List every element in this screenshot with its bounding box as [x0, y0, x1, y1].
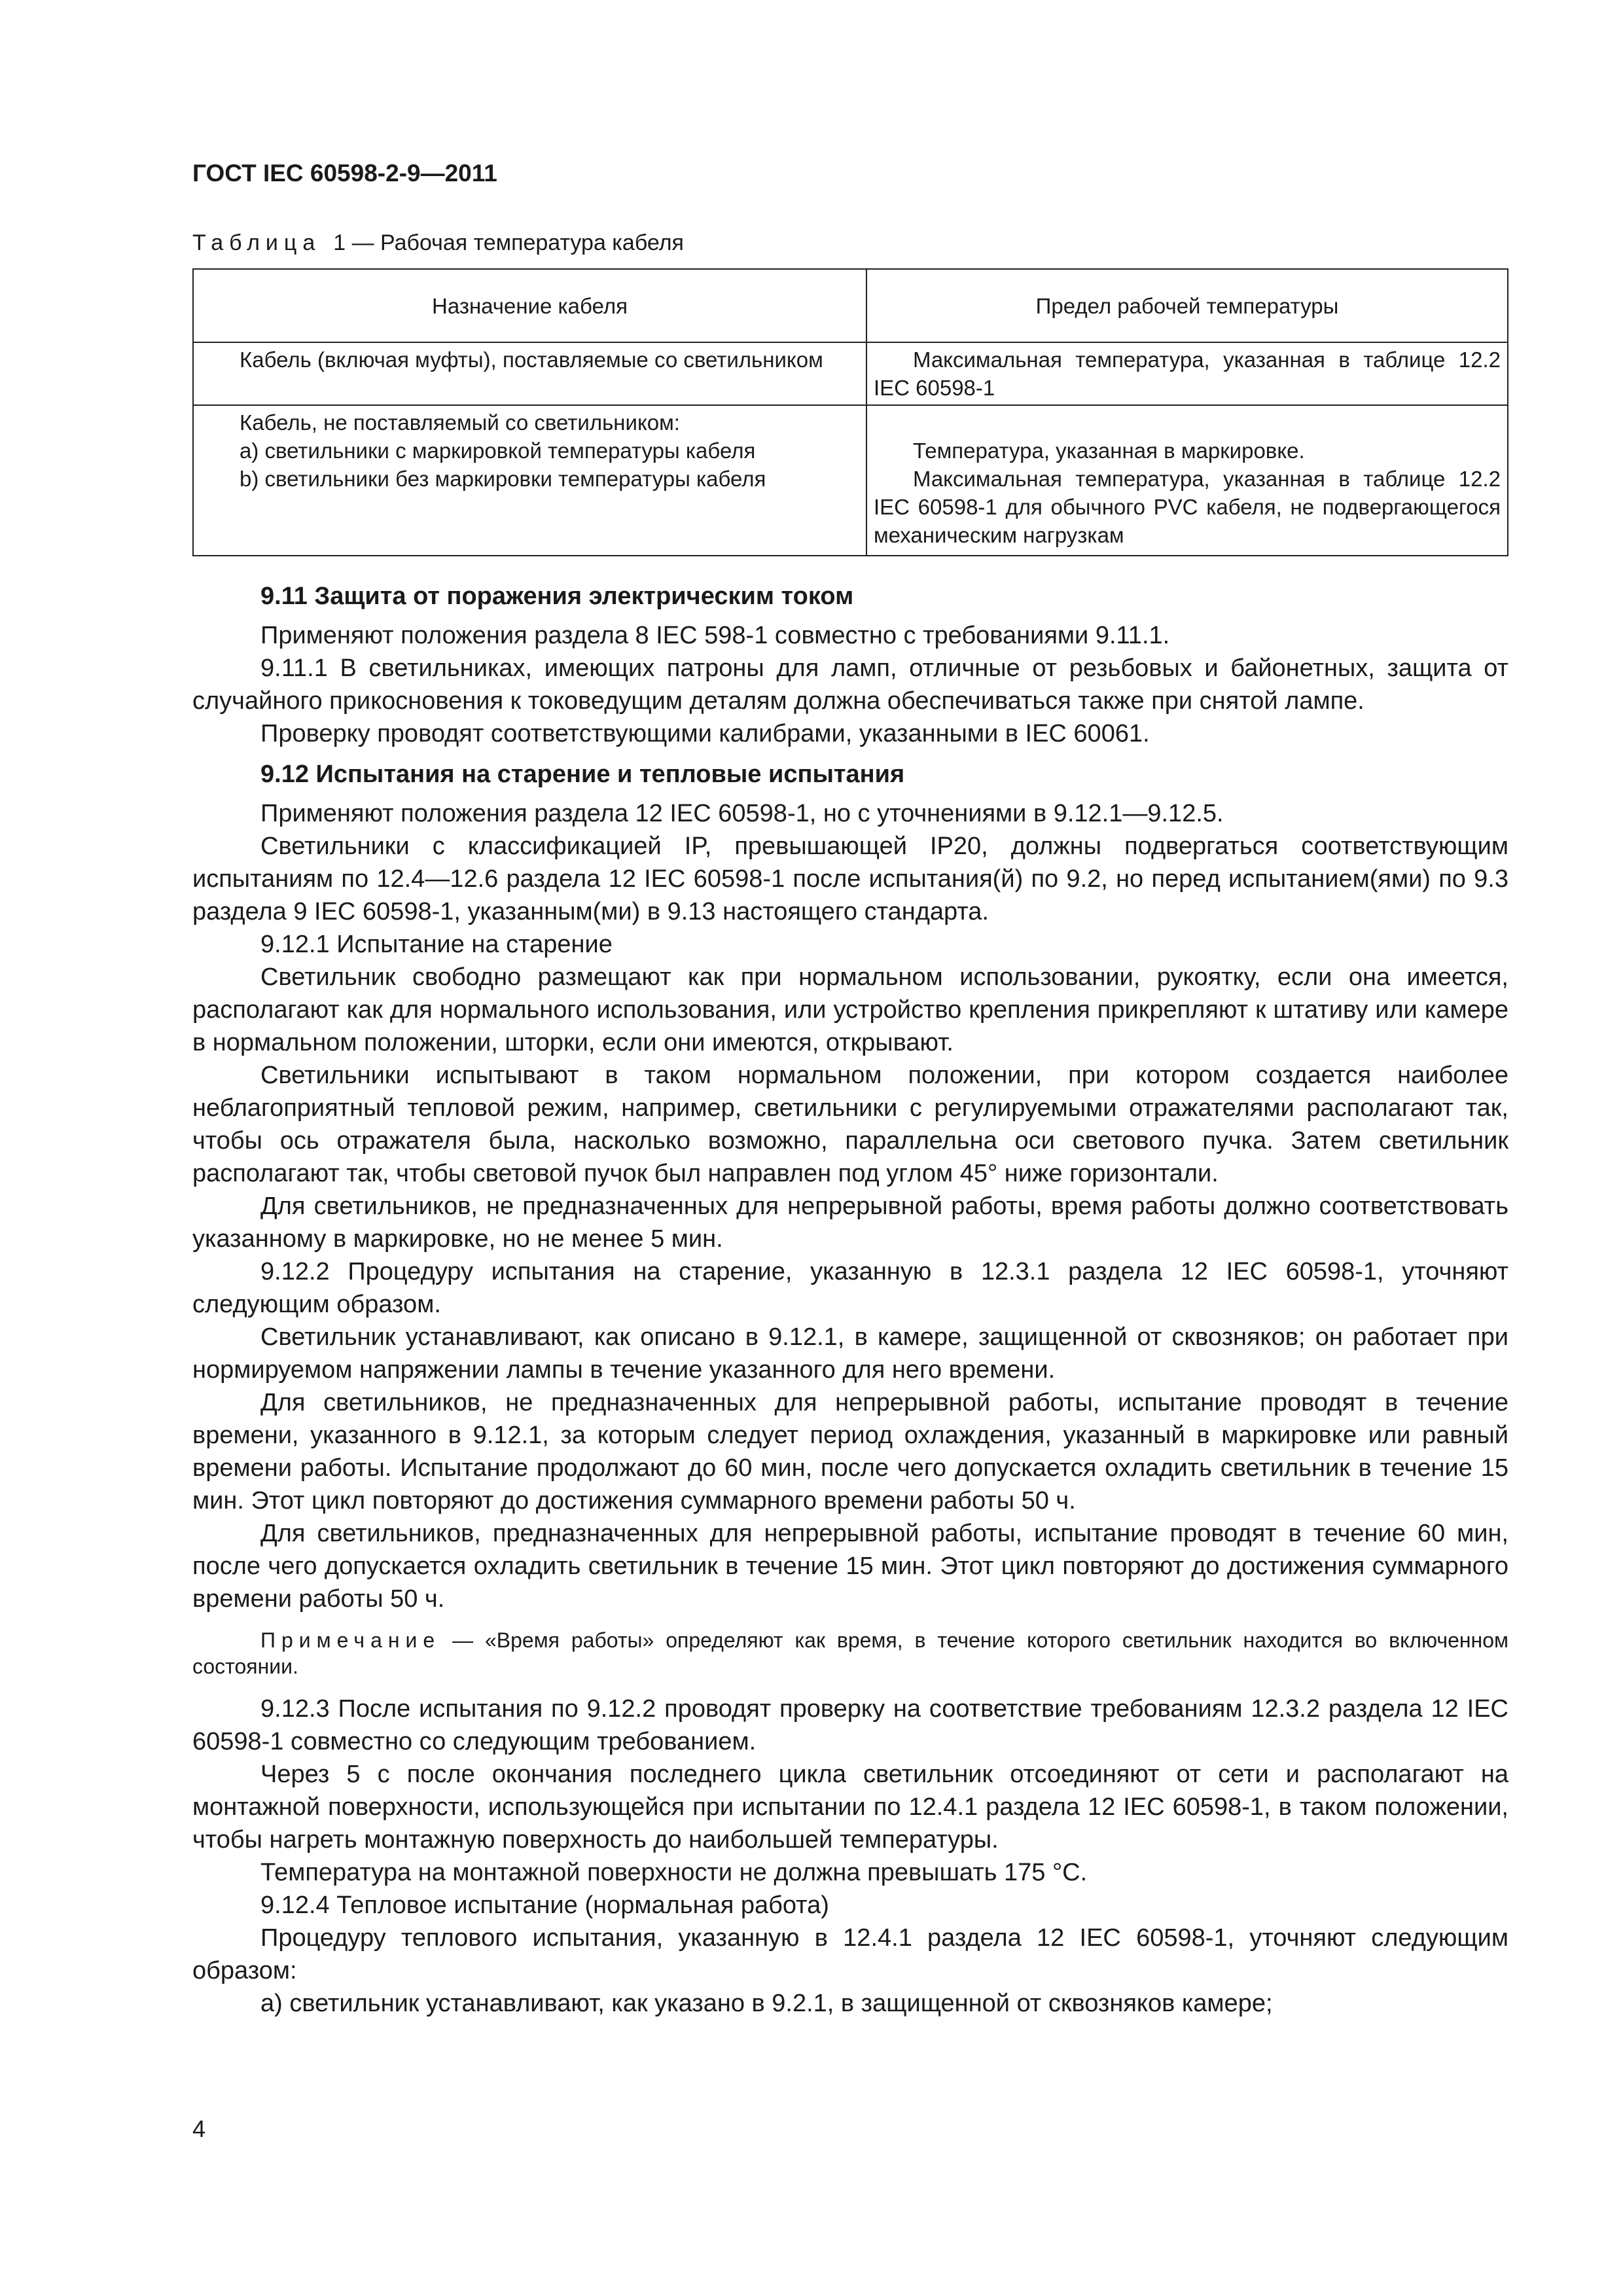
page-number: 4: [192, 2115, 206, 2142]
table-caption-title: 1 — Рабочая температура кабеля: [333, 230, 684, 255]
paragraph: Температура на монтажной поверхности не должна превышать 175 °С.: [260, 1859, 1088, 1886]
paragraph: Для светильников, предназначенных для непрерывной работы, испытание проводят в течение 60 мин, после чего допускается охладить светильник в течение 15 мин. Этот цикл повторяют до достижения суммарного времени работы 50 ч.: [192, 1520, 1508, 1613]
paragraph: Для светильников, не предназначенных для непрерывной работы, время работы должно соответствовать указанному в маркировке, но не менее 5 мин.: [192, 1193, 1508, 1253]
table-row: [193, 405, 1508, 556]
note-word: Примечание: [260, 1628, 441, 1652]
paragraph: Светильники с классификацией IP, превышающей IP20, должны подвергаться соответствующим испытаниям по 12.4—12.6 раздела 12 IEC 60598-1 после испытания(й) по 9.2, но перед испытанием(ями) по 9.3 раздела 9 IEC 60598-1, указанным(ми) в 9.13 настоящего стандарта.: [192, 833, 1508, 925]
cell-text: Максимальная температура, указанная в таблице 12.2 IEC 60598-1 для обычного PVC кабеля, не подвергающегося механическим нагрузкам: [873, 467, 1501, 547]
section-heading: 9.12 Испытания на старение и тепловые испытания: [260, 761, 905, 788]
paragraph: Процедуру теплового испытания, указанную в 12.4.1 раздела 12 IEC 60598-1, уточняют следующим образом:: [192, 1924, 1508, 1984]
cell-text: a) светильники с маркировкой температуры кабеля: [240, 439, 756, 463]
main-text: [192, 579, 1508, 2020]
note: [192, 1627, 1508, 1679]
paragraph: Проверку проводят соответствующими калибрами, указанными в IEC 60061.: [260, 720, 1150, 747]
table-header-cell: Предел рабочей температуры: [866, 269, 1508, 342]
paragraph: Светильник свободно размещают как при нормальном использовании, рукоятку, если она имеется, располагают как для нормального использования, или устройство крепления прикрепляют к штативу или камере в нормальном положении, шторки, если они имеются, открывают.: [192, 963, 1508, 1056]
table-caption: [192, 230, 684, 256]
cell-text: b) светильники без маркировки температуры кабеля: [240, 467, 766, 491]
paragraph: Через 5 с после окончания последнего цикла светильник отсоединяют от сети и располагают на монтажной поверхности, использующейся при испытании по 12.4.1 раздела 12 IEC 60598-1, в таком положении, чтобы нагреть монтажную поверхность до наибольшей температуры.: [192, 1761, 1508, 1854]
paragraph: 9.12.4 Тепловое испытание (нормальная работа): [260, 1892, 829, 1919]
paragraph: Светильник устанавливают, как описано в 9.12.1, в камере, защищенной от сквозняков; он работает при нормируемом напряжении лампы в течение указанного для него времени.: [192, 1323, 1508, 1384]
paragraph: Применяют положения раздела 12 IEC 60598-1, но с уточнениями в 9.12.1—9.12.5.: [260, 800, 1224, 827]
table-caption-word: Таблица: [192, 230, 321, 255]
paragraph: Для светильников, не предназначенных для непрерывной работы, испытание проводят в течение времени, указанного в 9.12.1, за которым следует период охлаждения, указанный в маркировке или равный времени работы. Испытание продолжают до 60 мин, после чего допускается охладить светильник в течение 15 мин. Этот цикл повторяют до достижения суммарного времени работы 50 ч.: [192, 1389, 1508, 1515]
table-cell: [193, 342, 866, 405]
paragraph: a) светильник устанавливают, как указано в 9.2.1, в защищенной от сквозняков камере;: [260, 1990, 1273, 2017]
table-cell: [866, 405, 1508, 556]
table-header-cell: Назначение кабеля: [193, 269, 866, 342]
cell-text: Максимальная температура, указанная в таблице 12.2 IEC 60598-1: [873, 348, 1501, 400]
table-cell: [866, 342, 1508, 405]
paragraph: 9.11.1 В светильниках, имеющих патроны для ламп, отличные от резьбовых и байонетных, защита от случайного прикосновения к токоведущим деталям должна обеспечиваться также при снятой лампе.: [192, 655, 1508, 715]
cell-text: Кабель (включая муфты), поставляемые со светильником: [240, 348, 823, 372]
paragraph: 9.12.2 Процедуру испытания на старение, указанную в 12.3.1 раздела 12 IEC 60598-1, уточняют следующим образом.: [192, 1258, 1508, 1318]
document-code: ГОСТ IEC 60598-2-9—2011: [192, 160, 497, 187]
paragraph: Светильники испытывают в таком нормальном положении, при котором создается наиболее неблагоприятный тепловой режим, например, светильники с регулируемыми отражателями располагают так, чтобы ось отражателя была, насколько возможно, параллельна оси светового пучка. Затем светильник располагают так, чтобы световой пучок был направлен под углом 45° ниже горизонтали.: [192, 1062, 1508, 1187]
cell-text: Температура, указанная в маркировке.: [912, 439, 1305, 463]
paragraph: Применяют положения раздела 8 IEC 598-1 совместно с требованиями 9.11.1.: [260, 622, 1170, 649]
table-row: [193, 342, 1508, 405]
cell-text: Кабель, не поставляемый со светильником:: [240, 410, 680, 435]
cable-temperature-table: [192, 268, 1508, 556]
section-heading: 9.11 Защита от поражения электрическим током: [260, 583, 854, 610]
paragraph: 9.12.1 Испытание на старение: [260, 931, 613, 958]
table-cell: [193, 405, 866, 556]
note-text: — «Время работы» определяют как время, в течение которого светильник находится во включенном состоянии.: [192, 1628, 1508, 1678]
paragraph: 9.12.3 После испытания по 9.12.2 проводят проверку на соответствие требованиям 12.3.2 раздела 12 IEC 60598-1 совместно со следующим требованием.: [192, 1695, 1508, 1755]
table-header-row: [193, 269, 1508, 342]
